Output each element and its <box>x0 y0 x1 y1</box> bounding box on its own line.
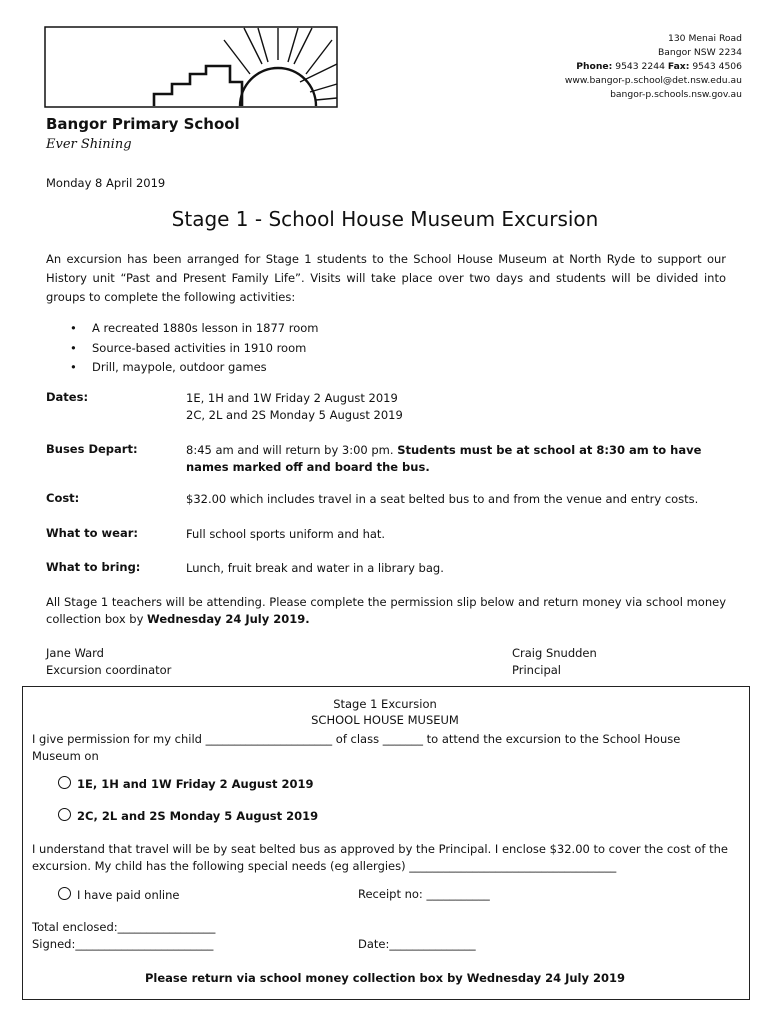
total-field[interactable]: Total enclosed:_________________ <box>32 920 216 934</box>
school-logo <box>44 26 338 108</box>
slip-title: Stage 1 Excursion <box>333 697 437 711</box>
intro-paragraph: An excursion has been arranged for Stage 1 students to the School House Museum at North Ryde to support our History unit “Past and Present Family Life”. Visits will take place over two days and students will be divided into groups to complete the following activities: <box>46 252 726 304</box>
bullet-icon: • <box>70 360 77 374</box>
radio-icon[interactable] <box>58 808 71 821</box>
bullet-icon: • <box>70 340 77 355</box>
bullet-icon: • <box>70 321 77 335</box>
address-street: 130 Menai Road <box>667 33 742 44</box>
signed-field[interactable]: Signed:________________________ <box>32 937 214 951</box>
wear-label: What to wear: <box>46 526 138 540</box>
activity-list <box>66 319 319 378</box>
receipt-field[interactable]: Receipt no: ___________ <box>358 887 490 901</box>
paid-online-option[interactable]: I have paid online <box>58 887 180 902</box>
wear-value: Full school sports uniform and hat. <box>186 527 386 541</box>
radio-icon[interactable] <box>58 776 71 789</box>
signatory-coordinator: Jane Ward Excursion coordinator <box>46 646 172 677</box>
school-address <box>565 32 742 102</box>
closing-paragraph: All Stage 1 teachers will be attending. Please complete the permission slip below and return money via school money collection box by Wednesday 24 July 2019. <box>46 595 726 626</box>
address-suburb: Bangor NSW 2234 <box>658 47 742 58</box>
return-note: Please return via school money collection box by Wednesday 24 July 2019 <box>145 971 625 985</box>
list-item: • A recreated 1880s lesson in 1877 room <box>66 319 319 339</box>
slip-subtitle: SCHOOL HOUSE MUSEUM <box>311 713 459 727</box>
address-email: www.bangor-p.school@det.nsw.edu.au <box>564 75 742 86</box>
option-monday[interactable]: 2C, 2L and 2S Monday 5 August 2019 <box>58 808 318 823</box>
letter-date: Monday 8 April 2019 <box>46 176 166 190</box>
radio-icon[interactable] <box>58 887 71 900</box>
school-motto: Ever Shining <box>46 137 132 152</box>
cost-value: $32.00 which includes travel in a seat belted bus to and from the venue and entry costs. <box>186 492 699 506</box>
dates-value: 1E, 1H and 1W Friday 2 August 2019 2C, 2L and 2S Monday 5 August 2019 <box>186 391 403 422</box>
list-item: • Source-based activities in 1910 room <box>66 339 319 359</box>
school-name: Bangor Primary School <box>46 115 240 133</box>
page-title: Stage 1 - School House Museum Excursion <box>171 207 599 231</box>
buses-label: Buses Depart: <box>46 442 138 456</box>
signatory-principal: Craig Snudden Principal <box>512 646 597 677</box>
dates-label: Dates: <box>46 390 89 404</box>
bring-label: What to bring: <box>46 560 141 574</box>
permission-text: I give permission for my child ______________________ of class _______ to attend the excursion to the School House Museum on <box>32 732 681 763</box>
cost-label: Cost: <box>46 491 80 505</box>
option-friday[interactable]: 1E, 1H and 1W Friday 2 August 2019 <box>58 776 313 791</box>
buses-value: 8:45 am and will return by 3:00 pm. Students must be at school at 8:30 am to have names marked off and board the bus. <box>186 443 702 474</box>
address-phone-fax: Phone: 9543 2244 Fax: 9543 4506 <box>576 61 742 72</box>
address-website: bangor-p.schools.nsw.gov.au <box>610 89 742 100</box>
understand-text: I understand that travel will be by seat belted bus as approved by the Principal. I enclose $32.00 to cover the cost of the excursion. My child has the following special needs (eg allergies) ____________________________________ <box>32 842 728 873</box>
bring-value: Lunch, fruit break and water in a library bag. <box>186 561 444 575</box>
date-field[interactable]: Date:_______________ <box>358 937 476 951</box>
list-item: • Drill, maypole, outdoor games <box>66 358 319 378</box>
